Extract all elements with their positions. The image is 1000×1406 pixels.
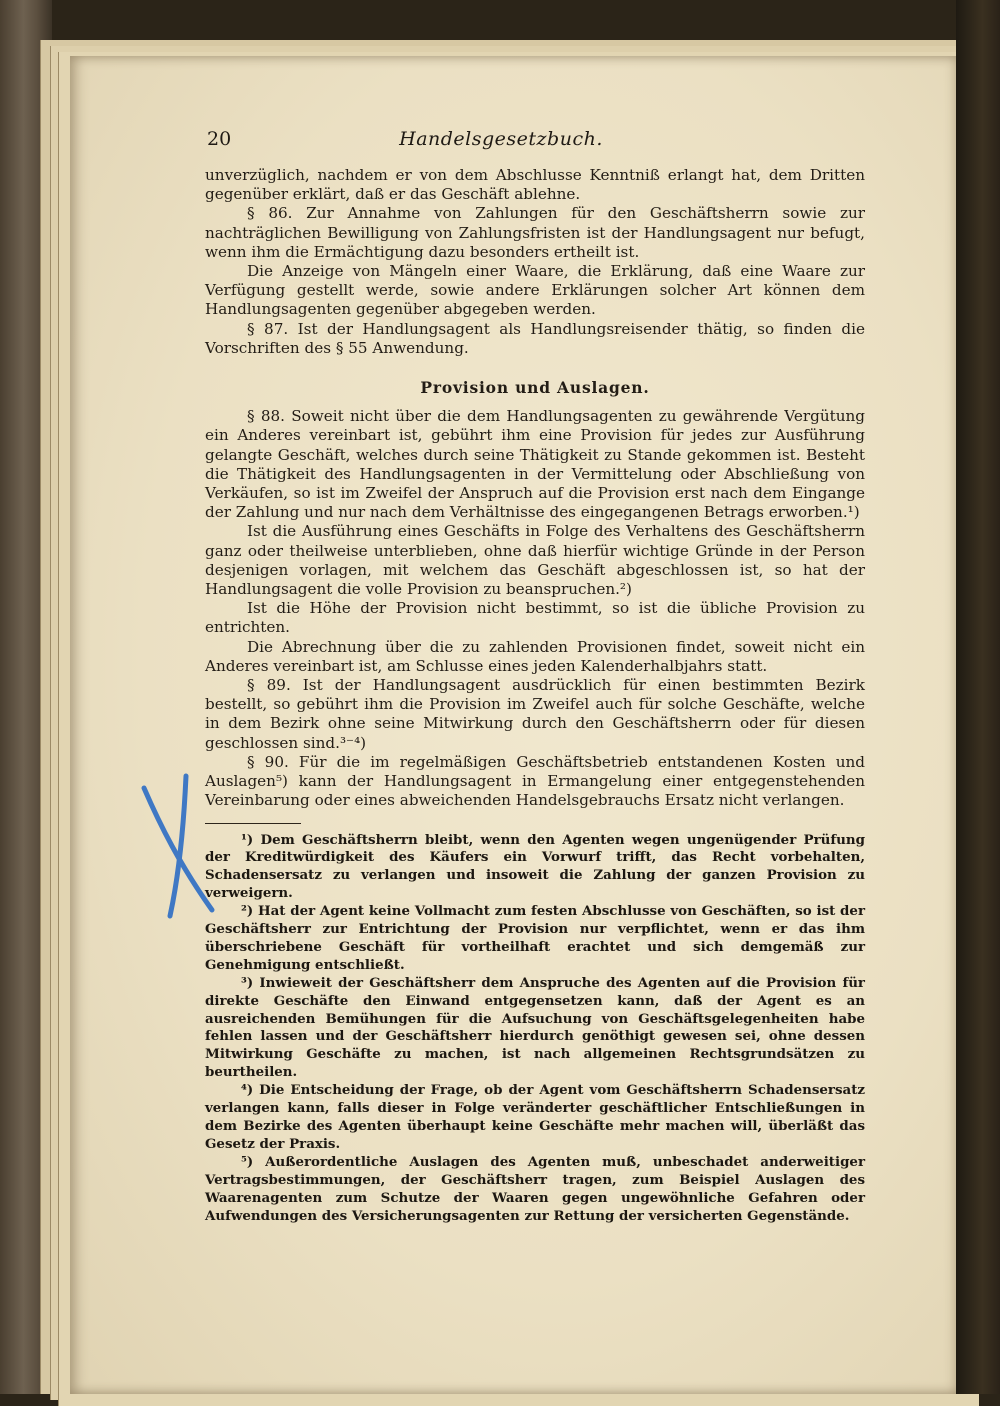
footnote-rule (205, 823, 301, 824)
page-number: 20 (207, 128, 232, 150)
footnote-3: ³) Inwieweit der Geschäftsherr dem Anspruche des Agenten auf die Provision für direkte Geschäfte den Einwand entgegensetzen kann, daß der Agent es an ausreichenden Bemühungen für die Aufsuchung von Geschäftsgelegenheiten habe fehlen lassen und der Geschäftsherr hierdurch genöthigt gewesen sei, ohne dessen Mitwirkung Geschäfte zu machen, ist nach allgemeinen Rechtsgrundsätzen zu beurtheilen. (205, 974, 865, 1081)
paragraph-section-90: § 90. Für die im regelmäßigen Geschäftsbetrieb entstandenen Kosten und Auslagen⁵) kann der Handlungsagent in Ermangelung einer entgegenstehenden Vereinbarung oder eines abweichenden Handelsgebrauchs Ersatz nicht verlangen. (205, 752, 865, 810)
section-heading: Provision und Auslagen. (420, 378, 650, 398)
paragraph-section-89: § 89. Ist der Handlungsagent ausdrücklich für einen bestimmten Bezirk bestellt, so gebührt ihm die Provision im Zweifel auch für solche Geschäfte, welche in dem Bezirk ohne seine Mitwirkung durch den Geschäftsherrn oder für diesen geschlossen sind.³⁻⁴) (205, 676, 865, 752)
footnotes (205, 832, 865, 1226)
footnote-2: ²) Hat der Agent keine Vollmacht zum festen Abschlusse von Geschäften, so ist der Geschäftsherr zur Entrichtung der Provision nur verpflichtet, wenn er das ihm überschriebene Geschäft für vortheilhaft erachtet und sich demgemäß zur Genehmigung entschließt. (205, 903, 865, 973)
paragraph-continuation: unverzüglich, nachdem er von dem Abschlusse Kenntniß erlangt hat, dem Dritten gegenüber erklärt, daß er das Geschäft ablehne. (205, 166, 865, 204)
main-text (205, 166, 865, 1225)
paragraph-section-88: § 88. Soweit nicht über die dem Handlungsagenten zu gewährende Vergütung ein Anderes vereinbart ist, gebührt ihm eine Provision für jedes zur Ausführung gelangte Geschäft, welches durch seine Thätigkeit zu Stande gekommen ist. Besteht die Thätigkeit des Handlungsagenten in der Vermittelung oder Abschließung von Verkäufen, so ist im Zweifel der Anspruch auf die Provision erst nach dem Eingange der Zahlung und nur nach dem Verhältnisse des eingegangenen Betrags erworben.¹) (205, 407, 865, 522)
footnote-1: ¹) Dem Geschäftsherrn bleibt, wenn den Agenten wegen ungenügender Prüfung der Kreditwürdigkeit des Käufers ein Vorwurf trifft, das Recht vorbehalten, Schadensersatz zu verlangen und insoweit die Zahlung der ganzen Provision zu verweigern. (205, 831, 865, 902)
paragraph-defects-notice: Die Anzeige von Mängeln einer Waare, die Erklärung, daß eine Waare zur Verfügung gestellt werde, sowie andere Erklärungen solcher Art können dem Handlungsagenten gegenüber abgegeben werden. (205, 262, 865, 319)
paragraph-section-87: § 87. Ist der Handlungsagent als Handlungsreisender thätig, so finden die Vorschriften des § 55 Anwendung. (205, 319, 865, 357)
running-title: Handelsgesetzbuch. (399, 128, 603, 150)
footnote-5: ⁵) Außerordentliche Auslagen des Agenten muß, unbeschadet anderweitiger Vertragsbestimmungen, der Geschäftsherr tragen, zum Beispiel Auslagen des Waarenagenten zum Schutze der Waaren gegen ungewöhnliche Gefahren oder Aufwendungen des Versicherungsagenten zur Rettung der versicherten Gegenstände. (205, 1153, 865, 1224)
paragraph-amount: Ist die Höhe der Provision nicht bestimmt, so ist die übliche Provision zu entrichten. (205, 599, 865, 637)
paragraph-execution: Ist die Ausführung eines Geschäfts in Folge des Verhaltens des Geschäftsherrn ganz oder theilweise unterblieben, ohne daß hierfür wichtige Gründe in der Person desjenigen vorlagen, mit welchem das Geschäft abgeschlossen ist, so hat der Handlungsagent die volle Provision zu beanspruchen.²) (205, 522, 865, 599)
paragraph-accounting: Die Abrechnung über die zu zahlenden Provisionen findet, soweit nicht ein Anderes vereinbart ist, am Schlusse eines jeden Kalenderhalbjahrs statt. (205, 637, 865, 675)
facing-page-edge (956, 0, 1000, 1394)
paragraph-section-86: § 86. Zur Annahme von Zahlungen für den Geschäftsherrn sowie zur nachträglichen Bewilligung von Zahlungsfristen ist der Handlungsagent nur befugt, wenn ihm die Ermächtigung dazu besonders ertheilt ist. (205, 204, 865, 261)
running-head (137, 124, 865, 152)
footnote-4: ⁴) Die Entscheidung der Frage, ob der Agent vom Geschäftsherrn Schadensersatz verlangen kann, falls dieser in Folge veränderter geschäftlicher Entschließungen in dem Bezirke des Agenten überhaupt keine Geschäfte mehr machen will, überläßt das Gesetz der Praxis. (205, 1082, 865, 1152)
